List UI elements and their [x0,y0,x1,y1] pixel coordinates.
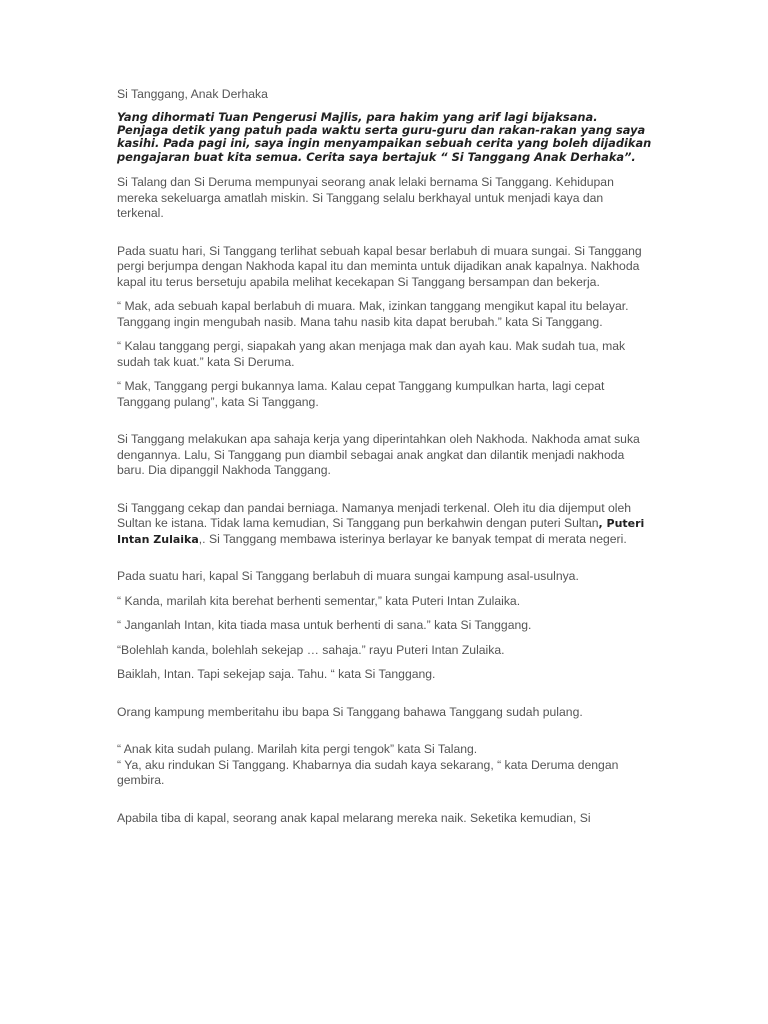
paragraph: Apabila tiba di kapal, seorang anak kapal melarang mereka naik. Seketika kemudian, Si [117,810,591,825]
document-title: Si Tanggang, Anak Derhaka [117,87,268,101]
paragraph: Orang kampung memberitahu ibu bapa Si Tanggang bahawa Tanggang sudah pulang. [117,704,583,719]
paragraph: Pada suatu hari, kapal Si Tanggang berlabuh di muara sungai kampung asal-usulnya. [117,569,579,584]
paragraph: “ Mak, ada sebuah kapal berlabuh di muara. Mak, izinkan tanggang mengikut kapal itu belayar. Tanggang ingin mengubah nasib. Mana tahu nasib kita dapat berubah.” kata Si Tanggang. [117,299,629,329]
paragraph: “Bolehlah kanda, bolehlah sekejap … sahaja.” rayu Puteri Intan Zulaika. [117,642,505,657]
paragraph: “ Ya, aku rindukan Si Tanggang. Khabarnya dia sudah kaya sekarang, “ kata Deruma dengan gembira. [117,757,619,788]
paragraph-text: Si Tanggang cekap dan pandai berniaga. Namanya menjadi terkenal. Oleh itu dia dijemput oleh Sultan ke istana. Tidak lama kemudian, Si Tanggang pun berkahwin dengan puteri Sultan [117,500,632,531]
paragraph: “ Mak, Tanggang pergi bukannya lama. Kalau cepat Tanggang kumpulkan harta, lagi cepat Tanggang pulang”, kata Si Tanggang. [117,379,605,409]
paragraph: “ Janganlah Intan, kita tiada masa untuk berhenti di sana.” kata Si Tanggang. [117,618,532,633]
paragraph: “ Kanda, marilah kita berehat berhenti sementar,” kata Puteri Intan Zulaika. [117,593,521,608]
paragraph: Pada suatu hari, Si Tanggang terlihat sebuah kapal besar berlabuh di muara sungai. Si Tanggang pergi berjumpa dengan Nakhoda kapal itu dan meminta untuk dijadikan anak kapalnya. Nakhoda kapal itu terus bersetuju apabila melihat kecekapan Si Tanggang bersampan dan bekerja. [117,243,642,289]
paragraph: “ Kalau tanggang pergi, siapakah yang akan menjaga mak dan ayah kau. Mak sudah tua, mak sudah tak kuat.” kata Si Deruma. [117,339,626,369]
paragraph: Si Tanggang melakukan apa sahaja kerja yang diperintahkan oleh Nakhoda. Nakhoda amat suka dengannya. Lalu, Si Tanggang pun diambil sebagai anak angkat dan dilantik menjadi nakhoda baru. Dia dipanggil Nakhoda Tanggang. [117,432,640,478]
paragraph-text: ,. Si Tanggang membawa isterinya berlayar ke banyak tempat di merata negeri. [198,531,627,546]
highlighted-name: , Puteri Intan Zulaika [117,517,645,546]
paragraph: Baiklah, Intan. Tapi sekejap saja. Tahu. “ kata Si Tanggang. [117,667,436,682]
paragraph: Si Talang dan Si Deruma mempunyai seorang anak lelaki bernama Si Tanggang. Kehidupan mereka sekeluarga amatlah miskin. Si Tanggang selalu berkhayal untuk menjadi kaya dan terkenal. [117,175,614,221]
speech-intro: Yang dihormati Tuan Pengerusi Majlis, para hakim yang arif lagi bijaksana. Penjaga detik yang patuh pada waktu serta guru-guru dan rakan-rakan yang saya kasihi. Pada pagi ini, saya ingin menyampaikan sebuah cerita yang boleh dijadikan pengajaran buat kita semua. Cerita saya bertajuk “ Si Tanggang Anak Derhaka”. [117,109,652,164]
paragraph [117,501,652,548]
document-body [117,87,652,826]
paragraph: “ Anak kita sudah pulang. Marilah kita pergi tengok” kata Si Talang. [117,742,478,757]
